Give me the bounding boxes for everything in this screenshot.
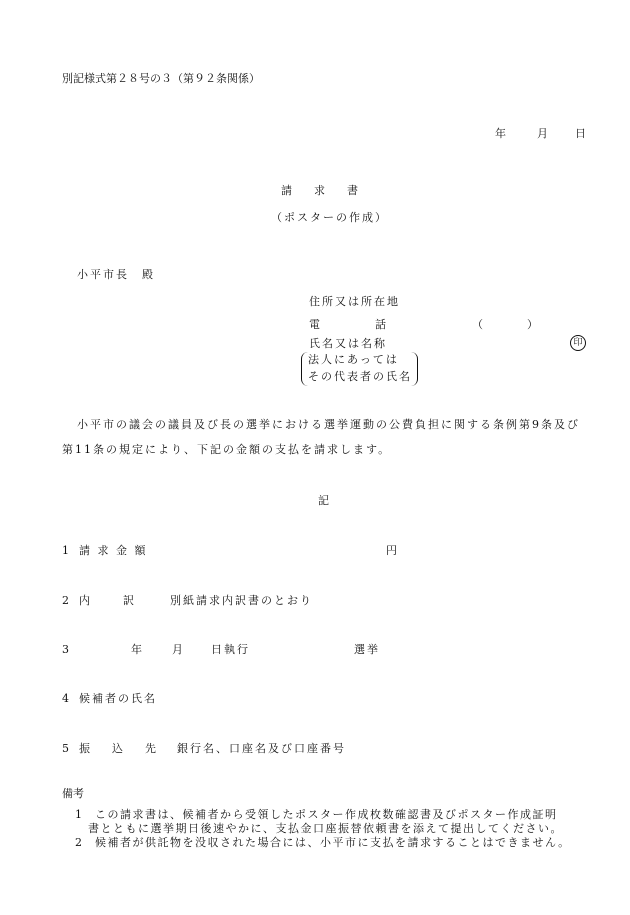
- note-1-number: 1: [75, 808, 82, 821]
- note-1-line-1: この請求書は、候補者から受領したポスター作成枚数確認書及びポスター作成証明: [95, 808, 558, 821]
- notes-title: 備考: [62, 787, 84, 800]
- item-3-day: 日執行: [211, 643, 250, 656]
- item-3-year: 年: [131, 643, 142, 656]
- item-1-number: 1: [62, 544, 69, 557]
- item-5-number: 5: [62, 742, 69, 755]
- corp-line-2: その代表者の氏名: [308, 370, 412, 383]
- addressee: 小平市長 殿: [77, 268, 155, 281]
- phone-parens: （ ）: [472, 318, 538, 331]
- item-1-yen: 円: [386, 544, 397, 557]
- item-4-number: 4: [62, 692, 69, 705]
- date-year: 年: [495, 127, 506, 140]
- body-line-1: 小平市の議会の議員及び長の選挙における選挙運動の公費負担に関する条例第9条及び: [77, 418, 580, 431]
- note-2-text: 候補者が供託物を没収された場合には、小平市に支払を請求することはできません。: [95, 836, 571, 849]
- item-2-value: 別紙請求内訳書のとおり: [170, 594, 313, 607]
- note-1-line-2: 書とともに選挙期日後速やかに、支払金口座振替依頼書を添えて提出してください。: [88, 822, 563, 835]
- item-3-number: 3: [62, 643, 69, 656]
- item-1-label: 請 求 金 額: [79, 544, 148, 557]
- seal-mark: 印: [570, 335, 586, 351]
- item-5-value: 銀行名、口座名及び口座番号: [177, 742, 346, 755]
- form-header: 別記様式第２８号の３（第９２条関係）: [62, 72, 260, 85]
- item-2-label: 内 訳: [79, 594, 134, 607]
- body-line-2: 第11条の規定により、下記の金額の支払を請求します。: [62, 443, 392, 456]
- date-day: 日: [575, 127, 586, 140]
- date-month: 月: [537, 127, 548, 140]
- name-label: 氏名又は名称: [309, 337, 387, 350]
- item-3-month: 月: [172, 643, 183, 656]
- document-title: 請 求 書: [281, 184, 358, 197]
- address-label: 住所又は所在地: [309, 295, 400, 308]
- note-2-number: 2: [75, 836, 82, 849]
- item-5-label: 振 込 先: [79, 742, 156, 755]
- corp-line-1: 法人にあっては: [308, 353, 399, 366]
- item-2-number: 2: [62, 594, 69, 607]
- item-4-label: 候補者の氏名: [79, 692, 157, 705]
- ki-heading: 記: [318, 494, 329, 507]
- phone-label: 電 話: [309, 318, 386, 331]
- document-subtitle: （ポスターの作成）: [271, 211, 388, 224]
- item-3-election: 選挙: [354, 643, 380, 656]
